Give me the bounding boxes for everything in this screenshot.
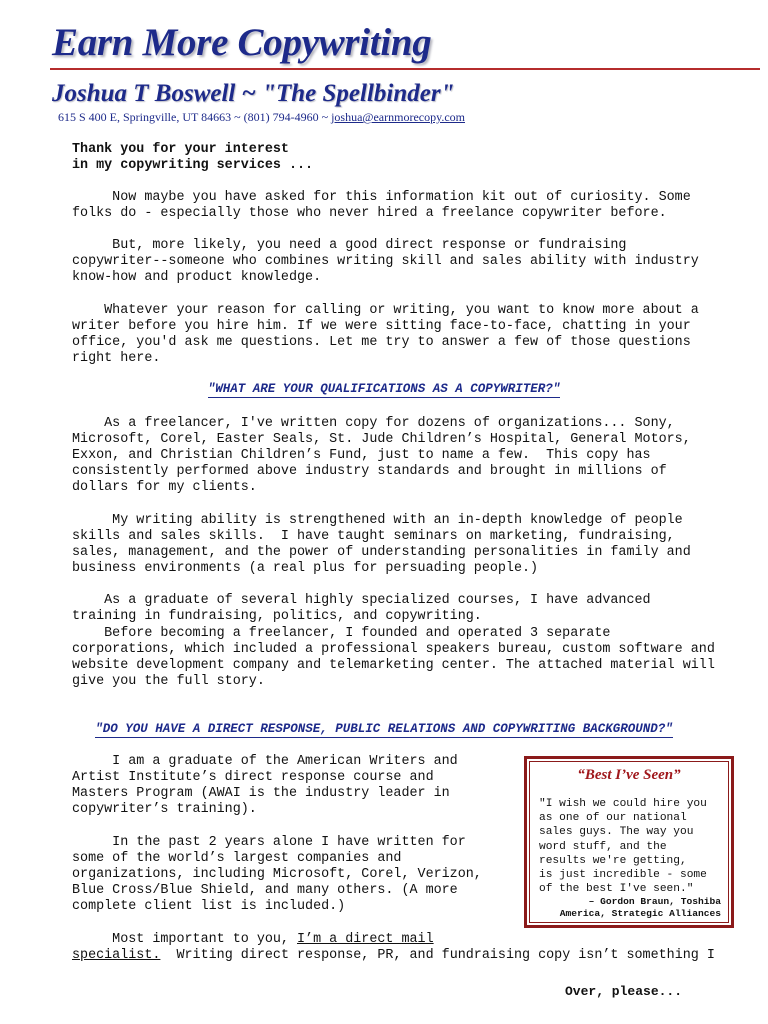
paragraph-7: Before becoming a freelancer, I founded and operated 3 separate corporations, which included a professional speakers bureau, custom software and website development company and telemarketing center. The attached material will give you the full story. bbox=[72, 626, 715, 689]
testimonial-attribution: – Gordon Braun, Toshiba America, Strategic Alliances bbox=[559, 896, 721, 919]
paragraph-8: I am a graduate of the American Writers and Artist Institute’s direct response course and Masters Program (AWAI is the industry leader in copywriter’s training). bbox=[72, 754, 458, 817]
greeting: Thank you for your interest in my copywriting services ... bbox=[72, 142, 314, 173]
paragraph-5: My writing ability is strengthened with an in-depth knowledge of people skills and sales skills. I have taught seminars on marketing, fundraising, sales, management, and the power of understanding personalities in family and business environments (a real plus for persuading people.) bbox=[72, 513, 691, 576]
paragraph-10-emphasis-b: specialist. bbox=[72, 948, 161, 963]
author-name: Joshua T Boswell ~ "The Spellbinder" bbox=[52, 80, 455, 107]
paragraph-10 bbox=[72, 932, 742, 964]
paragraph-6: As a graduate of several highly specialized courses, I have advanced training in fundraising, politics, and copywriting. bbox=[72, 593, 651, 624]
page-title: Earn More Copywriting bbox=[52, 21, 432, 64]
paragraph-10-rest: Writing direct response, PR, and fundraising copy isn’t something I bbox=[160, 948, 715, 963]
paragraph-3: Whatever your reason for calling or writing, you want to know more about a writer before you hire him. If we were sitting face-to-face, chatting in your office, you'd ask me questions. Let me try to answer a few of those questions right here. bbox=[72, 303, 699, 366]
contact-line bbox=[58, 110, 465, 125]
title-divider bbox=[50, 68, 760, 70]
testimonial-title: “Best I’ve Seen” bbox=[577, 767, 681, 783]
paragraph-1: Now maybe you have asked for this information kit out of curiosity. Some folks do - especially those who never hired a freelance copywriter before. bbox=[72, 190, 691, 221]
paragraph-4: As a freelancer, I've written copy for dozens of organizations... Sony, Microsoft, Corel, Easter Seals, St. Jude Children’s Hospital, General Motors, Exxon, and Christian Children’s Fund, just to name a few. This copy has consistently performed above industry standards and brought in millions of dollars for my clients. bbox=[72, 416, 691, 495]
section-heading-qualifications bbox=[0, 382, 768, 396]
section-heading-background bbox=[0, 722, 768, 736]
email-link[interactable]: joshua@earnmorecopy.com bbox=[331, 110, 465, 124]
heading-text: "DO YOU HAVE A DIRECT RESPONSE, PUBLIC RELATIONS AND COPYWRITING BACKGROUND?" bbox=[95, 722, 673, 736]
testimonial-quote: "I wish we could hire you as one of our national sales guys. The way you word stuff, and the results we're getting, is just incredible - some of the best I've seen." bbox=[539, 798, 707, 896]
paragraph-9: In the past 2 years alone I have written for some of the world’s largest companies and organizations, including Microsoft, Corel, Verizon, Blue Cross/Blue Shield, and many others. (A more complete client list is included.) bbox=[72, 835, 482, 914]
heading-text: "WHAT ARE YOUR QUALIFICATIONS AS A COPYWRITER?" bbox=[207, 382, 561, 396]
testimonial-box bbox=[524, 756, 734, 928]
page-footer: Over, please... bbox=[565, 984, 683, 999]
address-text: 615 S 400 E, Springville, UT 84663 ~ (801) 794-4960 ~ bbox=[58, 110, 332, 124]
paragraph-2: But, more likely, you need a good direct response or fundraising copywriter--someone who combines writing skill and sales ability with industry know-how and product knowledge. bbox=[72, 238, 699, 285]
paragraph-10-emphasis-a: I’m a direct mail bbox=[297, 932, 434, 947]
paragraph-10-lead: Most important to you, bbox=[72, 932, 297, 947]
